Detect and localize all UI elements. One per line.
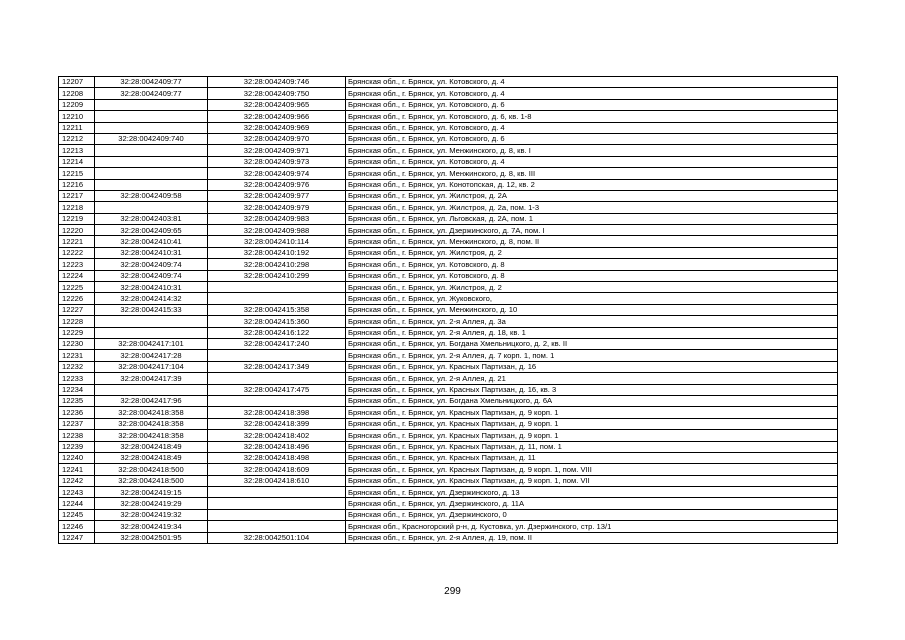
cadastral-number-cell: 32:28:0042410:299 bbox=[208, 270, 346, 281]
table-row bbox=[59, 316, 838, 327]
cadastral-number-parent-cell bbox=[95, 156, 208, 167]
cadastral-number-parent-cell: 32:28:0042417:39 bbox=[95, 373, 208, 384]
cadastral-number-cell: 32:28:0042409:973 bbox=[208, 156, 346, 167]
cadastral-number-cell: 32:28:0042501:104 bbox=[208, 532, 346, 543]
address-cell: Брянская обл., г. Брянск, ул. Котовского, д. 8 bbox=[346, 270, 838, 281]
address-cell: Брянская обл., г. Брянск, ул. Жилстроя, д. 2А bbox=[346, 190, 838, 201]
table-row bbox=[59, 179, 838, 190]
row-number-cell: 12220 bbox=[59, 225, 95, 236]
address-cell: Брянская обл., г. Брянск, ул. Котовского, д. 4 bbox=[346, 88, 838, 99]
cadastral-number-parent-cell: 32:28:0042409:740 bbox=[95, 133, 208, 144]
cadastral-number-cell: 32:28:0042409:969 bbox=[208, 122, 346, 133]
cadastral-number-parent-cell bbox=[95, 327, 208, 338]
row-number-cell: 12211 bbox=[59, 122, 95, 133]
cadastral-number-parent-cell: 32:28:0042409:74 bbox=[95, 270, 208, 281]
address-cell: Брянская обл., г. Брянск, ул. Менжинского, д. 10 bbox=[346, 304, 838, 315]
cadastral-number-parent-cell bbox=[95, 384, 208, 395]
row-number-cell: 12221 bbox=[59, 236, 95, 247]
cadastral-number-parent-cell: 32:28:0042418:500 bbox=[95, 475, 208, 486]
table-row bbox=[59, 99, 838, 110]
cadastral-number-cell: 32:28:0042418:610 bbox=[208, 475, 346, 486]
cadastral-number-parent-cell: 32:28:0042418:49 bbox=[95, 452, 208, 463]
table-row bbox=[59, 122, 838, 133]
cadastral-number-parent-cell bbox=[95, 168, 208, 179]
address-cell: Брянская обл., г. Брянск, ул. Красных Партизан, д. 16 bbox=[346, 361, 838, 372]
row-number-cell: 12209 bbox=[59, 99, 95, 110]
cadastral-number-cell: 32:28:0042418:498 bbox=[208, 452, 346, 463]
table-row bbox=[59, 441, 838, 452]
cadastral-number-parent-cell bbox=[95, 99, 208, 110]
row-number-cell: 12238 bbox=[59, 430, 95, 441]
address-cell: Брянская обл., г. Брянск, ул. Красных Партизан, д. 9 корп. 1 bbox=[346, 407, 838, 418]
address-cell: Брянская обл., г. Брянск, ул. Жилстроя, д. 2а, пом. 1-3 bbox=[346, 202, 838, 213]
cadastral-number-cell: 32:28:0042409:977 bbox=[208, 190, 346, 201]
cadastral-number-cell: 32:28:0042418:399 bbox=[208, 418, 346, 429]
table-row bbox=[59, 156, 838, 167]
cadastral-number-cell bbox=[208, 521, 346, 532]
cadastral-number-cell: 32:28:0042415:358 bbox=[208, 304, 346, 315]
cadastral-number-parent-cell bbox=[95, 122, 208, 133]
cadastral-number-cell: 32:28:0042410:298 bbox=[208, 259, 346, 270]
table-row bbox=[59, 487, 838, 498]
cadastral-number-cell: 32:28:0042409:966 bbox=[208, 111, 346, 122]
address-cell: Брянская обл., г. Брянск, ул. Котовского, д. 6 bbox=[346, 99, 838, 110]
table-row bbox=[59, 338, 838, 349]
cadastral-number-cell: 32:28:0042409:983 bbox=[208, 213, 346, 224]
address-cell: Брянская обл., г. Брянск, ул. Красных Партизан, д. 16, кв. 3 bbox=[346, 384, 838, 395]
row-number-cell: 12246 bbox=[59, 521, 95, 532]
table-row bbox=[59, 452, 838, 463]
row-number-cell: 12247 bbox=[59, 532, 95, 543]
table-row bbox=[59, 532, 838, 543]
address-cell: Брянская обл., г. Брянск, ул. Богдана Хмельницкого, д. 6А bbox=[346, 395, 838, 406]
cadastral-number-parent-cell: 32:28:0042418:500 bbox=[95, 464, 208, 475]
table-row bbox=[59, 236, 838, 247]
table-row bbox=[59, 521, 838, 532]
cadastral-number-cell bbox=[208, 487, 346, 498]
cadastral-number-parent-cell: 32:28:0042418:358 bbox=[95, 407, 208, 418]
row-number-cell: 12241 bbox=[59, 464, 95, 475]
address-cell: Брянская обл., г. Брянск, ул. Дзержинского, д. 13 bbox=[346, 487, 838, 498]
cadastral-number-cell: 32:28:0042416:122 bbox=[208, 327, 346, 338]
cadastral-number-parent-cell bbox=[95, 316, 208, 327]
table-row bbox=[59, 88, 838, 99]
row-number-cell: 12244 bbox=[59, 498, 95, 509]
table-row bbox=[59, 133, 838, 144]
cadastral-number-parent-cell: 32:28:0042418:358 bbox=[95, 430, 208, 441]
table-row bbox=[59, 202, 838, 213]
cadastral-number-cell bbox=[208, 509, 346, 520]
row-number-cell: 12213 bbox=[59, 145, 95, 156]
table-row bbox=[59, 77, 838, 88]
cadastral-number-cell: 32:28:0042409:974 bbox=[208, 168, 346, 179]
cadastral-number-cell: 32:28:0042417:240 bbox=[208, 338, 346, 349]
row-number-cell: 12208 bbox=[59, 88, 95, 99]
address-cell: Брянская обл., г. Брянск, ул. Менжинского, д. 8, кв. I bbox=[346, 145, 838, 156]
cadastral-number-cell: 32:28:0042409:988 bbox=[208, 225, 346, 236]
cadastral-number-parent-cell: 32:28:0042403:81 bbox=[95, 213, 208, 224]
cadastral-number-parent-cell: 32:28:0042419:32 bbox=[95, 509, 208, 520]
page-number: 299 bbox=[444, 586, 461, 597]
table-row bbox=[59, 384, 838, 395]
cadastral-number-cell: 32:28:0042409:976 bbox=[208, 179, 346, 190]
cadastral-number-cell bbox=[208, 282, 346, 293]
table-row bbox=[59, 293, 838, 304]
table-row bbox=[59, 327, 838, 338]
address-cell: Брянская обл., г. Брянск, ул. Жуковского, bbox=[346, 293, 838, 304]
row-number-cell: 12228 bbox=[59, 316, 95, 327]
address-cell: Брянская обл., г. Брянск, ул. Красных Партизан, д. 9 корп. 1, пом. VII bbox=[346, 475, 838, 486]
cadastral-number-cell bbox=[208, 498, 346, 509]
row-number-cell: 12223 bbox=[59, 259, 95, 270]
row-number-cell: 12216 bbox=[59, 179, 95, 190]
row-number-cell: 12242 bbox=[59, 475, 95, 486]
row-number-cell: 12245 bbox=[59, 509, 95, 520]
cadastral-number-cell: 32:28:0042409:979 bbox=[208, 202, 346, 213]
address-cell: Брянская обл., г. Брянск, ул. Котовского, д. 4 bbox=[346, 156, 838, 167]
cadastral-number-parent-cell: 32:28:0042409:65 bbox=[95, 225, 208, 236]
cadastral-number-cell: 32:28:0042418:496 bbox=[208, 441, 346, 452]
row-number-cell: 12210 bbox=[59, 111, 95, 122]
row-number-cell: 12230 bbox=[59, 338, 95, 349]
cadastral-number-parent-cell: 32:28:0042409:74 bbox=[95, 259, 208, 270]
table-row bbox=[59, 111, 838, 122]
cadastral-number-cell: 32:28:0042410:114 bbox=[208, 236, 346, 247]
table-row bbox=[59, 498, 838, 509]
address-cell: Брянская обл., г. Брянск, ул. Дзержинского, 0 bbox=[346, 509, 838, 520]
cadastral-number-cell: 32:28:0042418:402 bbox=[208, 430, 346, 441]
cadastral-number-parent-cell: 32:28:0042410:41 bbox=[95, 236, 208, 247]
row-number-cell: 12222 bbox=[59, 247, 95, 258]
cadastral-number-cell: 32:28:0042409:750 bbox=[208, 88, 346, 99]
cadastral-number-cell: 32:28:0042410:192 bbox=[208, 247, 346, 258]
address-cell: Брянская обл., г. Брянск, ул. 2-я Аллея, д. 21 bbox=[346, 373, 838, 384]
cadastral-number-parent-cell bbox=[95, 202, 208, 213]
table-row bbox=[59, 509, 838, 520]
table-row bbox=[59, 395, 838, 406]
row-number-cell: 12219 bbox=[59, 213, 95, 224]
address-cell: Брянская обл., г. Брянск, ул. Дзержинского, д. 11А bbox=[346, 498, 838, 509]
row-number-cell: 12235 bbox=[59, 395, 95, 406]
table-row bbox=[59, 407, 838, 418]
cadastral-number-parent-cell: 32:28:0042414:32 bbox=[95, 293, 208, 304]
cadastral-number-parent-cell: 32:28:0042419:29 bbox=[95, 498, 208, 509]
table-row bbox=[59, 225, 838, 236]
address-cell: Брянская обл., г. Брянск, ул. Котовского, д. 8 bbox=[346, 259, 838, 270]
row-number-cell: 12237 bbox=[59, 418, 95, 429]
row-number-cell: 12227 bbox=[59, 304, 95, 315]
table-row bbox=[59, 373, 838, 384]
row-number-cell: 12207 bbox=[59, 77, 95, 88]
row-number-cell: 12214 bbox=[59, 156, 95, 167]
cadastral-number-cell: 32:28:0042418:398 bbox=[208, 407, 346, 418]
table-row bbox=[59, 475, 838, 486]
table-body bbox=[59, 77, 838, 544]
address-cell: Брянская обл., г. Брянск, ул. Льговская, д. 2А, пом. 1 bbox=[346, 213, 838, 224]
row-number-cell: 12225 bbox=[59, 282, 95, 293]
address-cell: Брянская обл., г. Брянск, ул. Котовского, д. 6, кв. 1-8 bbox=[346, 111, 838, 122]
row-number-cell: 12229 bbox=[59, 327, 95, 338]
row-number-cell: 12234 bbox=[59, 384, 95, 395]
row-number-cell: 12224 bbox=[59, 270, 95, 281]
cadastral-number-parent-cell: 32:28:0042417:101 bbox=[95, 338, 208, 349]
address-cell: Брянская обл., г. Брянск, ул. Котовского, д. 6 bbox=[346, 133, 838, 144]
address-cell: Брянская обл., г. Брянск, ул. Красных Партизан, д. 9 корп. 1 bbox=[346, 418, 838, 429]
row-number-cell: 12232 bbox=[59, 361, 95, 372]
cadastral-number-parent-cell: 32:28:0042419:34 bbox=[95, 521, 208, 532]
address-cell: Брянская обл., г. Брянск, ул. Конотопская, д. 12, кв. 2 bbox=[346, 179, 838, 190]
cadastral-number-cell bbox=[208, 293, 346, 304]
table-row bbox=[59, 247, 838, 258]
table-row bbox=[59, 168, 838, 179]
table-row bbox=[59, 464, 838, 475]
cadastral-number-parent-cell: 32:28:0042409:77 bbox=[95, 88, 208, 99]
row-number-cell: 12217 bbox=[59, 190, 95, 201]
row-number-cell: 12239 bbox=[59, 441, 95, 452]
cadastral-number-cell bbox=[208, 350, 346, 361]
table-row bbox=[59, 213, 838, 224]
address-cell: Брянская обл., г. Брянск, ул. 2-я Аллея, д. 3а bbox=[346, 316, 838, 327]
address-cell: Брянская обл., г. Брянск, ул. Менжинского, д. 8, пом. II bbox=[346, 236, 838, 247]
cadastral-number-cell: 32:28:0042409:746 bbox=[208, 77, 346, 88]
cadastral-number-parent-cell bbox=[95, 111, 208, 122]
row-number-cell: 12218 bbox=[59, 202, 95, 213]
address-cell: Брянская обл., г. Брянск, ул. 2-я Аллея, д. 18, кв. 1 bbox=[346, 327, 838, 338]
row-number-cell: 12243 bbox=[59, 487, 95, 498]
cadastral-number-cell bbox=[208, 395, 346, 406]
cadastral-table bbox=[58, 76, 838, 544]
cadastral-number-parent-cell: 32:28:0042418:49 bbox=[95, 441, 208, 452]
address-cell: Брянская обл., г. Брянск, ул. Котовского, д. 4 bbox=[346, 122, 838, 133]
address-cell: Брянская обл., г. Брянск, ул. Красных Партизан, д. 11, пом. 1 bbox=[346, 441, 838, 452]
cadastral-number-cell: 32:28:0042409:970 bbox=[208, 133, 346, 144]
cadastral-number-parent-cell: 32:28:0042410:31 bbox=[95, 282, 208, 293]
address-cell: Брянская обл., г. Брянск, ул. Менжинского, д. 8, кв. III bbox=[346, 168, 838, 179]
cadastral-number-parent-cell bbox=[95, 179, 208, 190]
cadastral-number-parent-cell: 32:28:0042417:28 bbox=[95, 350, 208, 361]
address-cell: Брянская обл., Красногорский р-н, д. Кустовка, ул. Дзержинского, стр. 13/1 bbox=[346, 521, 838, 532]
address-cell: Брянская обл., г. Брянск, ул. Красных Партизан, д. 11 bbox=[346, 452, 838, 463]
row-number-cell: 12231 bbox=[59, 350, 95, 361]
cadastral-number-parent-cell: 32:28:0042409:58 bbox=[95, 190, 208, 201]
address-cell: Брянская обл., г. Брянск, ул. Красных Партизан, д. 9 корп. 1 bbox=[346, 430, 838, 441]
address-cell: Брянская обл., г. Брянск, ул. 2-я Аллея, д. 7 корп. 1, пом. 1 bbox=[346, 350, 838, 361]
cadastral-number-parent-cell: 32:28:0042418:358 bbox=[95, 418, 208, 429]
cadastral-number-parent-cell: 32:28:0042415:33 bbox=[95, 304, 208, 315]
row-number-cell: 12212 bbox=[59, 133, 95, 144]
table-row bbox=[59, 259, 838, 270]
row-number-cell: 12233 bbox=[59, 373, 95, 384]
row-number-cell: 12236 bbox=[59, 407, 95, 418]
row-number-cell: 12226 bbox=[59, 293, 95, 304]
cadastral-number-parent-cell: 32:28:0042409:77 bbox=[95, 77, 208, 88]
table-row bbox=[59, 350, 838, 361]
cadastral-number-parent-cell: 32:28:0042417:96 bbox=[95, 395, 208, 406]
table-row bbox=[59, 418, 838, 429]
table-row bbox=[59, 361, 838, 372]
cadastral-number-parent-cell bbox=[95, 145, 208, 156]
address-cell: Брянская обл., г. Брянск, ул. Котовского, д. 4 bbox=[346, 77, 838, 88]
address-cell: Брянская обл., г. Брянск, ул. Жилстроя, д. 2 bbox=[346, 282, 838, 293]
address-cell: Брянская обл., г. Брянск, ул. Богдана Хмельницкого, д. 2, кв. II bbox=[346, 338, 838, 349]
cadastral-number-parent-cell: 32:28:0042419:15 bbox=[95, 487, 208, 498]
cadastral-number-cell: 32:28:0042417:475 bbox=[208, 384, 346, 395]
cadastral-number-parent-cell: 32:28:0042410:31 bbox=[95, 247, 208, 258]
table-row bbox=[59, 190, 838, 201]
address-cell: Брянская обл., г. Брянск, ул. 2-я Аллея, д. 19, пом. II bbox=[346, 532, 838, 543]
table-row bbox=[59, 430, 838, 441]
table-row bbox=[59, 270, 838, 281]
cadastral-number-cell: 32:28:0042415:360 bbox=[208, 316, 346, 327]
row-number-cell: 12215 bbox=[59, 168, 95, 179]
address-cell: Брянская обл., г. Брянск, ул. Жилстроя, д. 2 bbox=[346, 247, 838, 258]
cadastral-number-cell bbox=[208, 373, 346, 384]
table-row bbox=[59, 145, 838, 156]
cadastral-number-cell: 32:28:0042417:349 bbox=[208, 361, 346, 372]
table-row bbox=[59, 304, 838, 315]
cadastral-number-parent-cell: 32:28:0042417:104 bbox=[95, 361, 208, 372]
cadastral-number-cell: 32:28:0042409:971 bbox=[208, 145, 346, 156]
cadastral-number-cell: 32:28:0042409:965 bbox=[208, 99, 346, 110]
address-cell: Брянская обл., г. Брянск, ул. Дзержинского, д. 7А, пом. I bbox=[346, 225, 838, 236]
table-row bbox=[59, 282, 838, 293]
cadastral-number-cell: 32:28:0042418:609 bbox=[208, 464, 346, 475]
address-cell: Брянская обл., г. Брянск, ул. Красных Партизан, д. 9 корп. 1, пом. VIII bbox=[346, 464, 838, 475]
row-number-cell: 12240 bbox=[59, 452, 95, 463]
cadastral-number-parent-cell: 32:28:0042501:95 bbox=[95, 532, 208, 543]
